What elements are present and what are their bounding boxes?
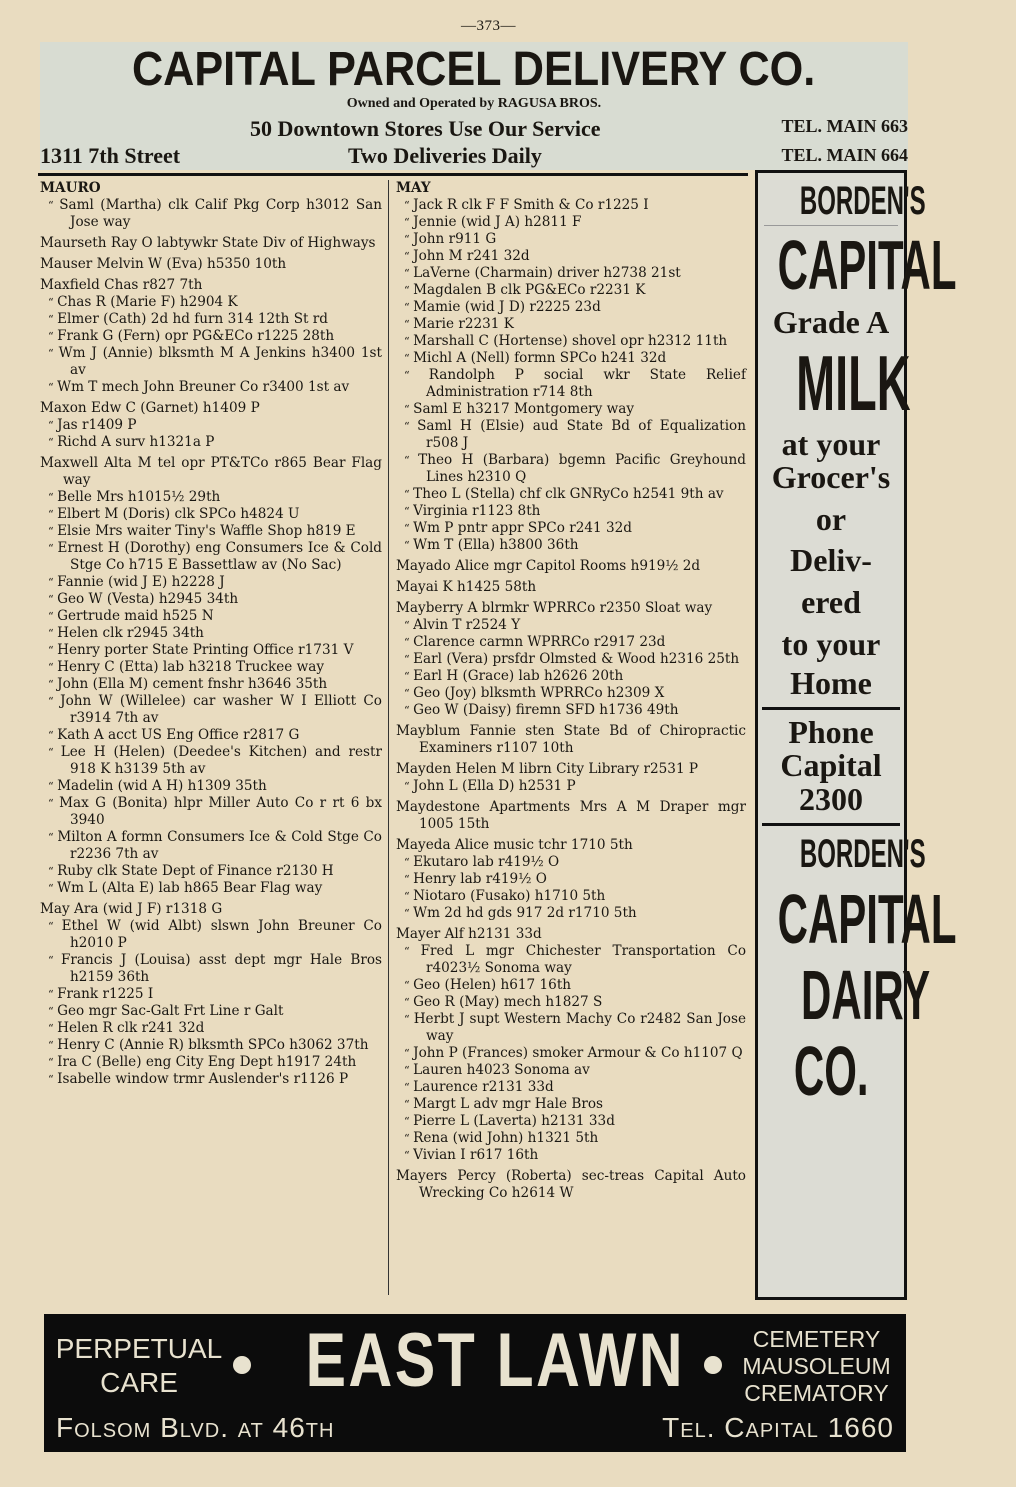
ad-brand-row [758,179,926,223]
directory-sub-entry: “ Michl A (Nell) formn SPCo h241 32d [396,350,746,367]
directory-sub-entry: “ Mamie (wid J D) r2225 23d [396,299,746,316]
directory-sub-entry: “ Wm L (Alta E) lab h865 Bear Flag way [40,880,382,897]
ad-or: or [815,500,847,537]
directory-sub-entry: “ Wm 2d hd gds 917 2d r1710 5th [396,905,746,922]
ad-owner-line: Owned and Operated by RAGUSA BROS. [346,96,602,111]
directory-sub-entry: “ Herbt J supt Western Machy Co r2482 San Jose way [396,1011,746,1045]
ad-service-crematory: CREMATORY [744,1380,889,1406]
directory-sub-entry: “ Jennie (wid J A) h2811 F [396,214,746,231]
ad-phone-number: 2300 [799,780,863,817]
ad-capital: CAPITAL [777,879,957,958]
ad-brand-row [758,831,926,876]
ad-dairy: DAIRY [801,955,931,1034]
east-lawn-cemetery-ad [44,1314,906,1452]
directory-entry: May Ara (wid J F) r1318 G [40,901,223,917]
directory-sub-entry: “ Rena (wid John) h1321 5th [396,1130,746,1147]
directory-sub-entry: “ Magdalen B clk PG&ECo r2231 K [396,282,746,299]
directory-sub-entry: “ Geo mgr Sac-Galt Frt Line r Galt [40,1003,382,1020]
entry-list [396,197,746,1202]
ad-milk: MILK [796,338,911,427]
ad-co-row [758,1031,904,1110]
directory-sub-entry: “ Saml E h3217 Montgomery way [396,401,746,418]
directory-sub-entry: “ Vivian I r617 16th [396,1147,746,1164]
ad-capital-row [718,226,957,304]
ad-at-your: at your [781,425,881,462]
ad-address: Folsom Blvd. at 46th [56,1412,335,1443]
directory-column-left [40,180,382,1088]
directory-entry: Mayado Alice mgr Capitol Rooms h919½ 2d [396,558,701,574]
ad-phone-2: TEL. MAIN 664 [781,145,908,165]
directory-sub-entry: “ John (Ella M) cement fnshr h3646 35th [40,676,382,693]
bullet-icon [704,1356,722,1374]
directory-column-middle [396,180,746,1202]
directory-sub-entry: “ Helen clk r2945 34th [40,625,382,642]
ad-title: EAST LAWN [305,1318,686,1403]
directory-entry: Maxon Edw C (Garnet) h1409 P [40,400,260,416]
column-divider [388,180,389,1295]
column-heading: MAY [396,180,431,196]
capital-parcel-delivery-ad [40,42,908,170]
directory-sub-entry: “ Elmer (Cath) 2d hd furn 314 12th St rd [40,311,382,328]
directory-sub-entry: “ Wm T mech John Breuner Co r3400 1st av [40,379,382,396]
bullet-icon [233,1356,251,1374]
directory-sub-entry: “ Geo (Helen) h617 16th [396,977,746,994]
directory-sub-entry: “ Elsie Mrs waiter Tiny's Waffle Shop h819 E [40,523,382,540]
directory-entry: Maxfield Chas r827 7th [40,277,203,293]
directory-sub-entry: “ Gertrude maid h525 N [40,608,382,625]
ad-address: 1311 7th Street [40,143,181,168]
directory-sub-entry: “ John M r241 32d [396,248,746,265]
directory-sub-entry: “ Laurence r2131 33d [396,1079,746,1096]
directory-sub-entry: “ Earl H (Grace) lab h2626 20th [396,668,746,685]
directory-sub-entry: “ Wm P pntr appr SPCo r241 32d [396,520,746,537]
directory-sub-entry: “ Randolph P social wkr State Relief Administration r714 8th [396,367,746,401]
directory-sub-entry: “ Ruby clk State Dept of Finance r2130 H [40,863,382,880]
directory-sub-entry: “ Ira C (Belle) eng City Eng Dept h1917 24th [40,1054,382,1071]
directory-sub-entry: “ Geo (Joy) blksmth WPRRCo h2309 X [396,685,746,702]
directory-sub-entry: “ John r911 G [396,231,746,248]
directory-sub-entry: “ Henry C (Annie R) blksmth SPCo h3062 37th [40,1037,382,1054]
ad-service-mausoleum: MAUSOLEUM [742,1353,891,1379]
directory-entry: Mayai K h1425 58th [396,579,537,595]
directory-sub-entry: “ Ernest H (Dorothy) eng Consumers Ice & Cold Stge Co h715 E Bassettlaw av (No Sac) [40,540,382,574]
directory-sub-entry: “ Belle Mrs h1015½ 29th [40,489,382,506]
directory-entry: Maxwell Alta M tel opr PT&TCo r865 Bear Flag way [40,455,382,488]
directory-sub-entry: “ Marshall C (Hortense) shovel opr h2312 11th [396,333,746,350]
ad-services [734,1326,899,1407]
directory-entry: Mayden Helen M librn City Library r2531 P [396,761,699,777]
directory-sub-entry: “ Fannie (wid J E) h2228 J [40,574,382,591]
page-number: —373— [461,18,516,34]
directory-sub-entry: “ Earl (Vera) prsfdr Olmsted & Wood h2316 25th [396,651,746,668]
directory-entry: Mayberry A blrmkr WPRRCo r2350 Sloat way [396,600,713,616]
directory-sub-entry: “ Chas R (Marie F) h2904 K [40,294,382,311]
ad-to-your: to your [781,625,881,662]
ad-co: CO. [793,1031,869,1110]
ad-phone: Tel. Capital 1660 [662,1412,894,1443]
ad-deliv: Deliv- [790,542,872,579]
ad-phone-1: TEL. MAIN 663 [781,116,908,136]
directory-entry: Maurseth Ray O labtywkr State Div of Highways [40,235,376,251]
directory-sub-entry: “ Clarence carmn WPRRCo r2917 23d [396,634,746,651]
directory-sub-entry: “ Frank G (Fern) opr PG&ECo r1225 28th [40,328,382,345]
ad-divider [762,823,900,826]
directory-sub-entry: “ Helen R clk r241 32d [40,1020,382,1037]
directory-sub-entry: “ Theo H (Barbara) bgemn Pacific Greyhound Lines h2310 Q [396,452,746,486]
ad-title: CAPITAL PARCEL DELIVERY CO. [132,43,816,96]
ad-slogan-deliveries: Two Deliveries Daily [348,143,542,168]
directory-entry: Mayeda Alice music tchr 1710 5th [396,837,633,853]
directory-sub-entry: “ Henry porter State Printing Office r1731 V [40,642,382,659]
directory-sub-entry: “ Geo W (Vesta) h2945 34th [40,591,382,608]
ad-slogan-stores: 50 Downtown Stores Use Our Service [250,116,601,141]
ad-service-cemetery: CEMETERY [752,1326,881,1352]
directory-entry: Mayer Alf h2131 33d [396,926,542,942]
directory-sub-entry: “ Henry lab r419½ O [396,871,746,888]
directory-sub-entry: “ Isabelle window trmr Auslender's r1126 P [40,1071,382,1088]
ad-ered: ered [801,583,861,620]
directory-sub-entry: “ John W (Willelee) car washer W I Elliott Co r3914 7th av [40,693,382,727]
directory-sub-entry: “ Pierre L (Laverta) h2131 33d [396,1113,746,1130]
header-divider [38,173,748,176]
ad-grade: Grade A [772,304,890,340]
ad-capital-row [718,879,957,958]
directory-sub-entry: “ Wm T (Ella) h3800 36th [396,537,746,554]
directory-sub-entry: “ Henry C (Etta) lab h3218 Truckee way [40,659,382,676]
bordens-capital-milk-ad [755,170,957,1300]
directory-sub-entry: “ Saml (Martha) clk Calif Pkg Corp h3012 San Jose way [40,197,382,231]
ad-phone-exchange: Capital [780,747,882,784]
ad-care-line: CARE [100,1367,178,1398]
directory-sub-entry: “ Fred L mgr Chichester Transportation Co r4023½ Sonoma way [396,943,746,977]
directory-sub-entry: “ Kath A acct US Eng Office r2817 G [40,727,382,744]
directory-sub-entry: “ Geo W (Daisy) firemn SFD h1736 49th [396,702,746,719]
ad-divider [762,707,900,710]
ad-perpetual-line: PERPETUAL [55,1333,223,1364]
directory-sub-entry: “ Ekutaro lab r419½ O [396,854,746,871]
entry-list [40,197,382,1088]
ad-home: Home [790,665,872,702]
directory-sub-entry: “ Francis J (Louisa) asst dept mgr Hale Bros h2159 36th [40,952,382,986]
directory-sub-entry: “ Virginia r1123 8th [396,503,746,520]
directory-sub-entry: “ Milton A formn Consumers Ice & Cold Stge Co r2236 7th av [40,829,382,863]
directory-sub-entry: “ Max G (Bonita) hlpr Miller Auto Co r rt 6 bx 3940 [40,795,382,829]
directory-sub-entry: “ Marie r2231 K [396,316,746,333]
ad-milk-row [758,338,911,427]
directory-sub-entry: “ Ethel W (wid Albt) slswn John Breuner Co h2010 P [40,918,382,952]
directory-sub-entry: “ Wm J (Annie) blksmth M A Jenkins h3400 1st av [40,345,382,379]
directory-sub-entry: “ Lauren h4023 Sonoma av [396,1062,746,1079]
directory-sub-entry: “ John P (Frances) smoker Armour & Co h1107 Q [396,1045,746,1062]
directory-sub-entry: “ Frank r1225 I [40,986,382,1003]
directory-sub-entry: “ Theo L (Stella) chf clk GNRyCo h2541 9th av [396,486,746,503]
directory-sub-entry: “ Saml H (Elsie) aud State Bd of Equalization r508 J [396,418,746,452]
directory-sub-entry: “ John L (Ella D) h2531 P [396,778,746,795]
directory-entry: Maydestone Apartments Mrs A M Draper mgr 1005 15th [396,799,746,832]
directory-entry: Mayers Percy (Roberta) sec-treas Capital Auto Wrecking Co h2614 W [396,1168,746,1201]
ad-title-row [258,1318,694,1404]
ad-capital: CAPITAL [777,226,957,304]
directory-entry: Mayblum Fannie sten State Bd of Chiropractic Examiners r1107 10th [396,723,746,756]
ad-grocers: Grocer's [771,459,891,496]
directory-sub-entry: “ Alvin T r2524 Y [396,617,746,634]
directory-sub-entry: “ Richd A surv h1321a P [40,434,382,451]
ad-perpetual-care [54,1332,224,1400]
ad-phone-label: Phone [788,713,874,750]
directory-sub-entry: “ Geo R (May) mech h1827 S [396,994,746,1011]
directory-sub-entry: “ Margt L adv mgr Hale Bros [396,1096,746,1113]
directory-sub-entry: “ Niotaro (Fusako) h1710 5th [396,888,746,905]
directory-sub-entry: “ Jack R clk F F Smith & Co r1225 I [396,197,746,214]
ad-dairy-row [758,955,931,1034]
ad-brand: BORDEN'S [799,179,926,223]
directory-sub-entry: “ LaVerne (Charmain) driver h2738 21st [396,265,746,282]
directory-sub-entry: “ Madelin (wid A H) h1309 35th [40,778,382,795]
directory-sub-entry: “ Elbert M (Doris) clk SPCo h4824 U [40,506,382,523]
ad-title-row [40,44,908,96]
column-heading: MAURO [40,180,101,196]
directory-sub-entry: “ Jas r1409 P [40,417,382,434]
directory-entry: Mauser Melvin W (Eva) h5350 10th [40,256,287,272]
directory-sub-entry: “ Lee H (Helen) (Deedee's Kitchen) and restr 918 K h3139 5th av [40,744,382,778]
ad-brand: BORDEN'S [799,831,926,876]
